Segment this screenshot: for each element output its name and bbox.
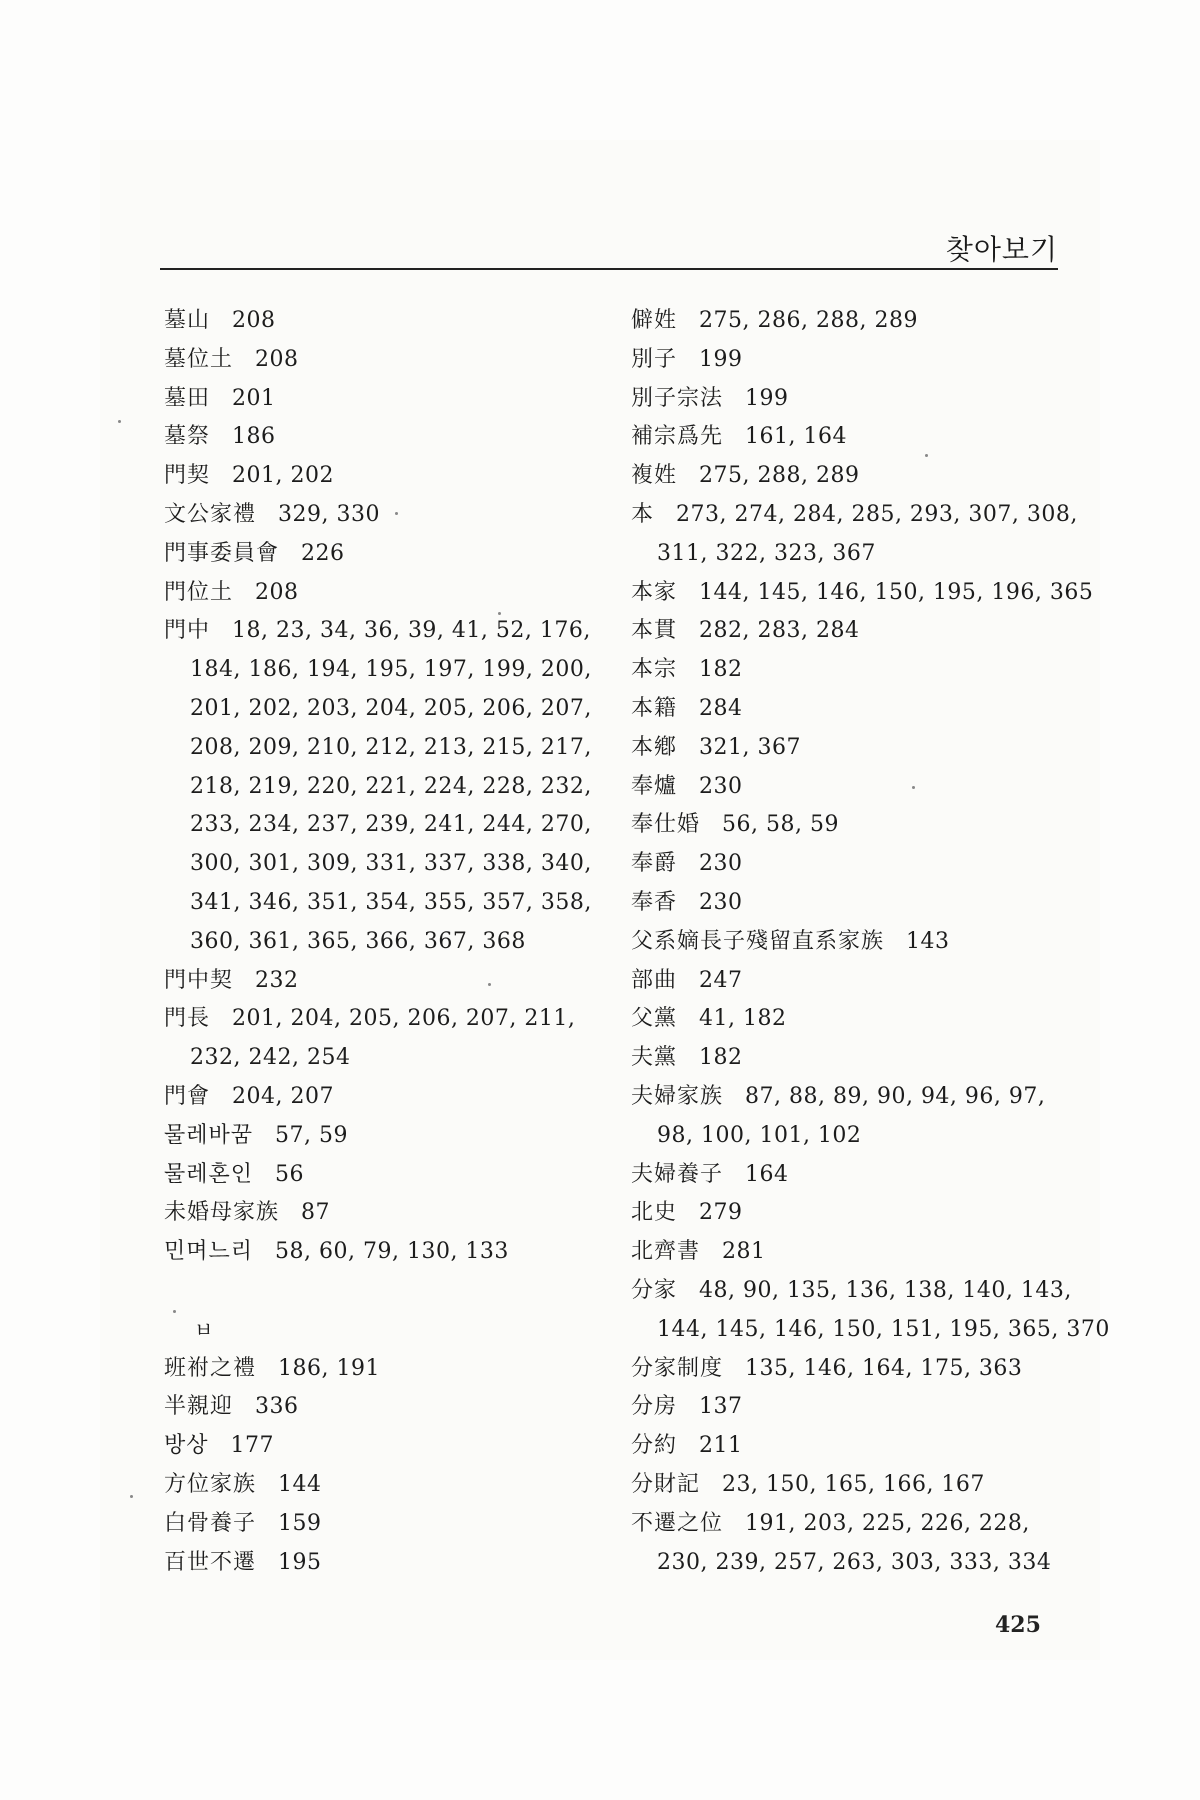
page-references: 57, 59 (275, 1122, 348, 1148)
index-term: 本家 (631, 579, 678, 605)
index-term: 白骨養子 (164, 1510, 257, 1536)
index-entry (164, 1117, 604, 1156)
index-term: 門契 (164, 463, 211, 489)
index-term: 門中 (164, 618, 211, 644)
index-entry (631, 457, 1071, 496)
index-entry (164, 574, 604, 613)
index-term: 班祔之禮 (164, 1355, 257, 1381)
index-term: 方位家族 (164, 1471, 257, 1497)
page-references: 232 (255, 967, 299, 993)
index-entry (164, 302, 604, 341)
index-term: 奉爐 (631, 773, 678, 799)
index-entry (631, 651, 1071, 690)
index-term: 本宗 (631, 657, 678, 683)
index-entry (631, 768, 1071, 807)
index-entry (631, 1466, 1071, 1505)
index-entry (631, 574, 1094, 613)
index-entry-continuation (631, 1117, 1071, 1156)
page-references: 48, 90, 135, 136, 138, 140, 143, (699, 1277, 1072, 1303)
index-term: 물레바꿈 (164, 1122, 254, 1148)
page-references: 199 (699, 346, 743, 372)
scan-speck (130, 1495, 133, 1498)
index-entry (631, 1194, 1071, 1233)
index-term: 墓位土 (164, 346, 234, 372)
index-entry (164, 1427, 604, 1466)
index-term: 민며느리 (164, 1239, 254, 1265)
page-references: 275, 288, 289 (699, 463, 860, 489)
page-references: 164 (745, 1161, 789, 1187)
page-references: 186, 191 (278, 1355, 380, 1381)
index-term: 補宗爲先 (631, 424, 724, 450)
page-references: 144, 145, 146, 150, 195, 196, 365 (699, 579, 1094, 605)
index-entry (631, 302, 1071, 341)
index-column-right (631, 302, 1110, 1582)
index-term: 本籍 (631, 695, 678, 721)
index-entry (164, 341, 604, 380)
index-term: 墓祭 (164, 424, 211, 450)
page-references: 360, 361, 365, 366, 367, 368 (190, 928, 526, 954)
page-references: 284 (699, 695, 743, 721)
index-term: 墓山 (164, 308, 211, 333)
index-entry (631, 1272, 1071, 1311)
index-entry (164, 457, 604, 496)
index-term: 방상 (164, 1433, 209, 1459)
index-term: 墓田 (164, 385, 211, 411)
index-entry (631, 1505, 1071, 1544)
page-references: 137 (699, 1394, 743, 1420)
index-term: 父系嫡長子殘留直系家族 (631, 928, 885, 954)
page-references: 232, 242, 254 (190, 1045, 351, 1071)
page-references: 226 (301, 540, 345, 566)
index-term: 別子宗法 (631, 385, 724, 411)
scan-speck (395, 512, 398, 515)
index-entry (631, 1350, 1071, 1389)
index-entry (631, 1233, 1071, 1272)
index-entry (164, 1350, 604, 1389)
index-term: 門位土 (164, 579, 234, 605)
page-references: 311, 322, 323, 367 (657, 540, 876, 566)
page-references: 275, 286, 288, 289 (699, 308, 918, 333)
page-references: 279 (699, 1200, 743, 1226)
page-references: 201 (232, 385, 276, 411)
index-entry-continuation (164, 845, 604, 884)
index-term: 父黨 (631, 1006, 678, 1032)
page-references: 211 (699, 1433, 743, 1459)
page-references: 87, 88, 89, 90, 94, 96, 97, (745, 1083, 1046, 1109)
page-references: 195 (278, 1549, 322, 1575)
page-references: 23, 150, 165, 166, 167 (722, 1471, 985, 1497)
index-entry-continuation (631, 535, 1071, 574)
index-term: 未婚母家族 (164, 1200, 280, 1226)
page-references: 18, 23, 34, 36, 39, 41, 52, 176, (232, 618, 591, 644)
scan-speck (912, 786, 915, 789)
page-references: 135, 146, 164, 175, 363 (745, 1355, 1023, 1381)
page-references: 87 (301, 1200, 331, 1226)
scan-speck (488, 983, 491, 986)
index-term: 門事委員會 (164, 540, 280, 566)
page-references: 58, 60, 79, 130, 133 (275, 1239, 509, 1265)
page-references: 191, 203, 225, 226, 228, (745, 1510, 1030, 1536)
page-references: 208 (255, 579, 299, 605)
index-entry (631, 962, 1071, 1001)
index-entry (631, 380, 1071, 419)
page-references: 230 (699, 851, 743, 877)
page-references: 98, 100, 101, 102 (657, 1122, 862, 1148)
index-entry (631, 496, 1078, 535)
index-term: 百世不遷 (164, 1549, 257, 1575)
page-references: 273, 274, 284, 285, 293, 307, 308, (676, 501, 1078, 527)
scan-speck (118, 420, 121, 423)
index-entry (164, 535, 604, 574)
page-references: 201, 202 (232, 463, 334, 489)
index-entry (631, 1427, 1071, 1466)
index-term: 門長 (164, 1006, 211, 1032)
index-entry (631, 923, 1071, 962)
index-entry (631, 1388, 1071, 1427)
index-entry (631, 612, 1071, 651)
page-references: 201, 204, 205, 206, 207, 211, (232, 1006, 576, 1032)
page-references: 161, 164 (745, 424, 847, 450)
page-references: 329, 330 (278, 501, 380, 527)
index-term: 僻姓 (631, 308, 678, 333)
index-entry-continuation (164, 923, 604, 962)
page-references: 230 (699, 889, 743, 915)
index-term: 北史 (631, 1200, 678, 1226)
page-title: 찾아보기 (945, 233, 1058, 266)
header-divider (160, 268, 1058, 270)
index-term: 文公家禮 (164, 501, 257, 527)
index-list-right (631, 302, 1110, 1582)
index-term: 分家制度 (631, 1355, 724, 1381)
page-references: 230, 239, 257, 263, 303, 333, 334 (657, 1549, 1052, 1575)
index-entry (631, 806, 1071, 845)
page-references: 41, 182 (699, 1006, 787, 1032)
scan-speck (925, 454, 928, 457)
index-entry-continuation (631, 1311, 1110, 1350)
index-term: 不遷之位 (631, 1510, 724, 1536)
index-entry (631, 845, 1071, 884)
page-references: 282, 283, 284 (699, 618, 860, 644)
index-entry (631, 690, 1071, 729)
index-term: 奉仕婚 (631, 812, 701, 838)
index-entry (164, 1466, 604, 1505)
index-entry (631, 729, 1071, 768)
page-references: 336 (255, 1394, 299, 1420)
page-references: 341, 346, 351, 354, 355, 357, 358, (190, 889, 592, 915)
index-column-left (164, 302, 604, 1582)
index-term: 分財記 (631, 1471, 701, 1497)
index-entry (164, 1156, 604, 1195)
page-references: 182 (699, 657, 743, 683)
index-entry (164, 1194, 604, 1233)
index-entry (631, 1000, 1071, 1039)
index-term: 夫黨 (631, 1045, 678, 1071)
index-entry (164, 612, 604, 651)
index-entry-continuation (164, 690, 604, 729)
page-references: 186 (232, 424, 276, 450)
index-term: 別子 (631, 346, 678, 372)
index-entry (164, 1000, 604, 1039)
index-entry-continuation (164, 884, 604, 923)
page-references: 321, 367 (699, 734, 801, 760)
index-term: 北齊書 (631, 1239, 701, 1265)
page-references: 300, 301, 309, 331, 337, 338, 340, (190, 851, 592, 877)
page-references: 56, 58, 59 (722, 812, 839, 838)
page-references: 208 (232, 308, 276, 333)
index-entry (631, 1156, 1071, 1195)
page-references: 199 (745, 385, 789, 411)
index-term: 部曲 (631, 967, 678, 993)
index-entry (164, 1388, 604, 1427)
index-entry (631, 418, 1071, 457)
index-term: 물레혼인 (164, 1161, 254, 1187)
page-references: 230 (699, 773, 743, 799)
page-references: 184, 186, 194, 195, 197, 199, 200, (190, 657, 592, 683)
index-entry-continuation (164, 806, 604, 845)
index-term: 分房 (631, 1394, 678, 1420)
index-entry (164, 418, 604, 457)
scan-speck (498, 612, 501, 615)
page-references: 143 (906, 928, 950, 954)
index-term: 本 (631, 501, 655, 527)
index-term: 夫婦養子 (631, 1161, 724, 1187)
page-references: 204, 207 (232, 1083, 334, 1109)
index-term: 分家 (631, 1277, 678, 1303)
scan-speck (173, 1310, 176, 1313)
index-entry (164, 962, 604, 1001)
index-term: 門會 (164, 1083, 211, 1109)
index-entry (631, 1039, 1071, 1078)
section-spacer (164, 1272, 604, 1311)
index-entry (164, 1233, 604, 1272)
index-term: 門中契 (164, 967, 234, 993)
index-entry (164, 1505, 604, 1544)
page-references: 159 (278, 1510, 322, 1536)
index-term: 半親迎 (164, 1394, 234, 1420)
page-references: 208 (255, 346, 299, 372)
index-entry (164, 496, 604, 535)
index-entry (164, 1544, 604, 1583)
page-number: 425 (995, 1612, 1041, 1638)
index-entry (631, 1078, 1071, 1117)
page-references: 218, 219, 220, 221, 224, 228, 232, (190, 773, 592, 799)
index-term: 複姓 (631, 463, 678, 489)
page-references: 182 (699, 1045, 743, 1071)
page-references: 281 (722, 1239, 766, 1265)
index-entry (164, 1078, 604, 1117)
page-references: 56 (275, 1161, 305, 1187)
index-entry-continuation (164, 768, 604, 807)
index-term: 奉爵 (631, 851, 678, 877)
index-term: 本鄕 (631, 734, 678, 760)
index-entry (631, 884, 1071, 923)
index-entry-continuation (164, 1039, 604, 1078)
index-term: 分約 (631, 1433, 678, 1459)
index-list-section-b (164, 1350, 604, 1583)
page-references: 177 (230, 1433, 275, 1459)
page-references: 247 (699, 967, 743, 993)
index-term: 奉香 (631, 889, 678, 915)
page-references: 144 (278, 1471, 322, 1497)
index-term: 本貫 (631, 618, 678, 644)
page-references: 144, 145, 146, 150, 151, 195, 365, 370 (657, 1316, 1110, 1342)
index-entry (631, 341, 1071, 380)
index-entry-continuation (631, 1544, 1071, 1583)
index-list-left (164, 302, 604, 1272)
page-references: 233, 234, 237, 239, 241, 244, 270, (190, 812, 592, 838)
page-references: 201, 202, 203, 204, 205, 206, 207, (190, 695, 592, 721)
index-entry (164, 380, 604, 419)
index-entry-continuation (164, 729, 604, 768)
index-term: 夫婦家族 (631, 1083, 724, 1109)
index-entry-continuation (164, 651, 604, 690)
page-references: 208, 209, 210, 212, 213, 215, 217, (190, 734, 592, 760)
section-heading: ㅂ (194, 1317, 214, 1342)
